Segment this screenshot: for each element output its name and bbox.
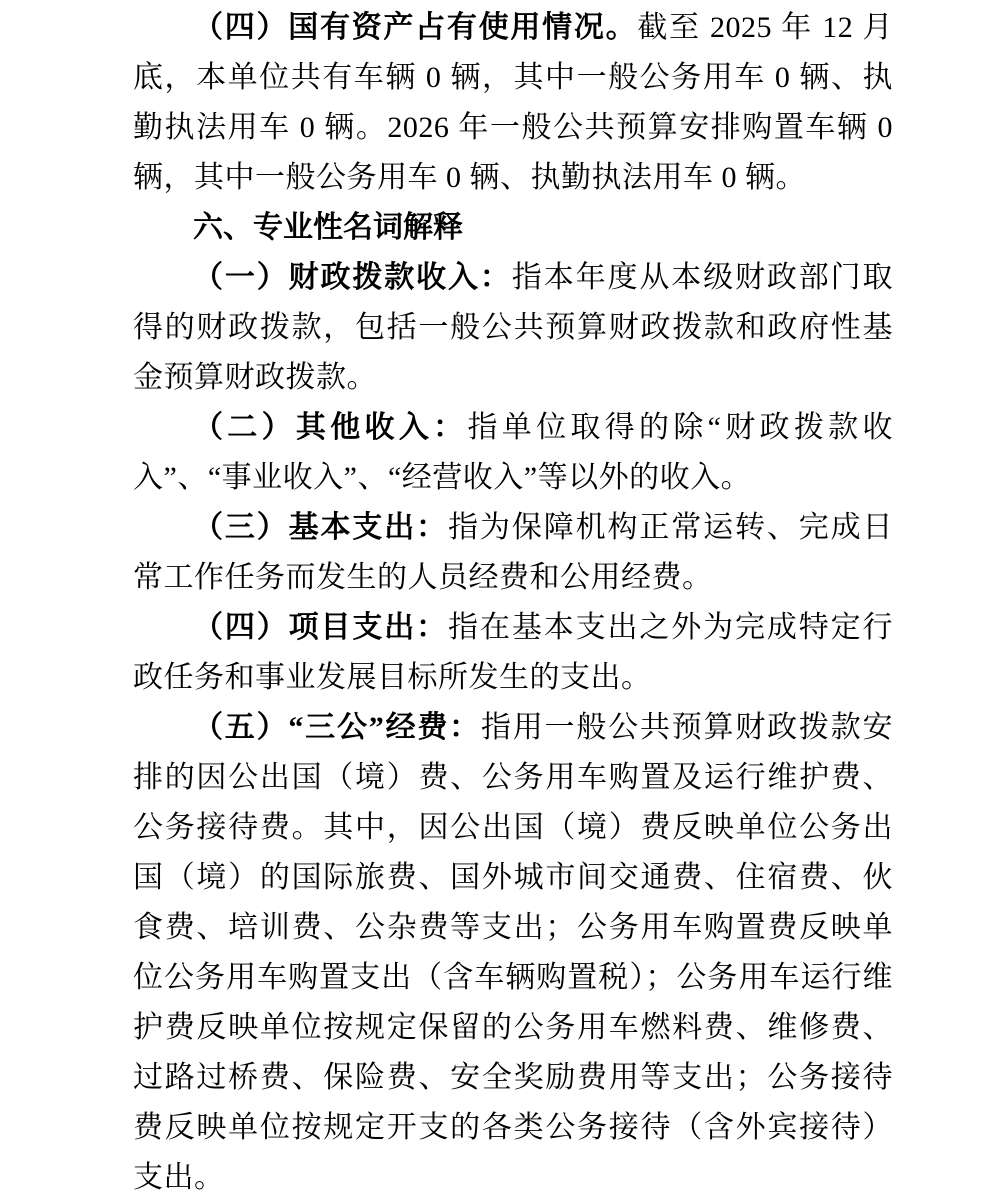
paragraph-lead: （三）基本支出： <box>193 511 449 544</box>
paragraph-text: 指为保障机构正常运转、完成日常工作任务而发生的人员经费和公用经费。 <box>133 511 894 594</box>
paragraph-lead: （一）财政拨款收入： <box>193 261 512 294</box>
paragraph-term-three-public-funds <box>133 703 893 1203</box>
paragraph-text: 指本年度从本级财政部门取得的财政拨款，包括一般公共预算财政拨款和政府性基金预算财政拨款。 <box>133 261 894 394</box>
paragraph-state-assets <box>133 3 893 203</box>
paragraph-term-other-income <box>133 403 893 503</box>
paragraph-text: 指用一般公共预算财政拨款安排的因公出国（境）费、公务用车购置及运行维护费、公务接待费。其中，因公出国（境）费反映单位公务出国（境）的国际旅费、国外城市间交通费、住宿费、伙食费、培训费、公杂费等支出；公务用车购置费反映单位公务用车购置支出（含车辆购置税）；公务用车运行维护费反映单位按规定保留的公务用车燃料费、维修费、过路过桥费、保险费、安全奖励费用等支出；公务接待费反映单位按规定开支的各类公务接待（含外宾接待）支出。 <box>133 711 894 1194</box>
paragraph-lead: （五）“三公”经费： <box>193 711 481 744</box>
paragraph-lead: （四）项目支出： <box>193 611 449 644</box>
paragraph-term-fiscal-appropriation-income <box>133 253 893 403</box>
paragraph-term-basic-expenditure <box>133 503 893 603</box>
paragraph-text: 指在基本支出之外为完成特定行政任务和事业发展目标所发生的支出。 <box>133 611 894 694</box>
paragraph-text: 截至 2025 年 12 月底，本单位共有车辆 0 辆，其中一般公务用车 0 辆、执勤执法用车 0 辆。2026 年一般公共预算安排购置车辆 0 辆，其中一般公务用车 0 辆、执勤执法用车 0 辆。 <box>133 11 894 194</box>
section-heading-terms: 六、专业性名词解释 <box>193 211 463 244</box>
paragraph-lead: （二）其他收入： <box>193 411 468 444</box>
paragraph-term-project-expenditure <box>133 603 893 703</box>
paragraph-text: 指单位取得的除“财政拨款收入”、“事业收入”、“经营收入”等以外的收入。 <box>133 411 893 494</box>
document-body <box>133 3 893 1203</box>
paragraph-lead: （四）国有资产占有使用情况。 <box>193 11 638 44</box>
